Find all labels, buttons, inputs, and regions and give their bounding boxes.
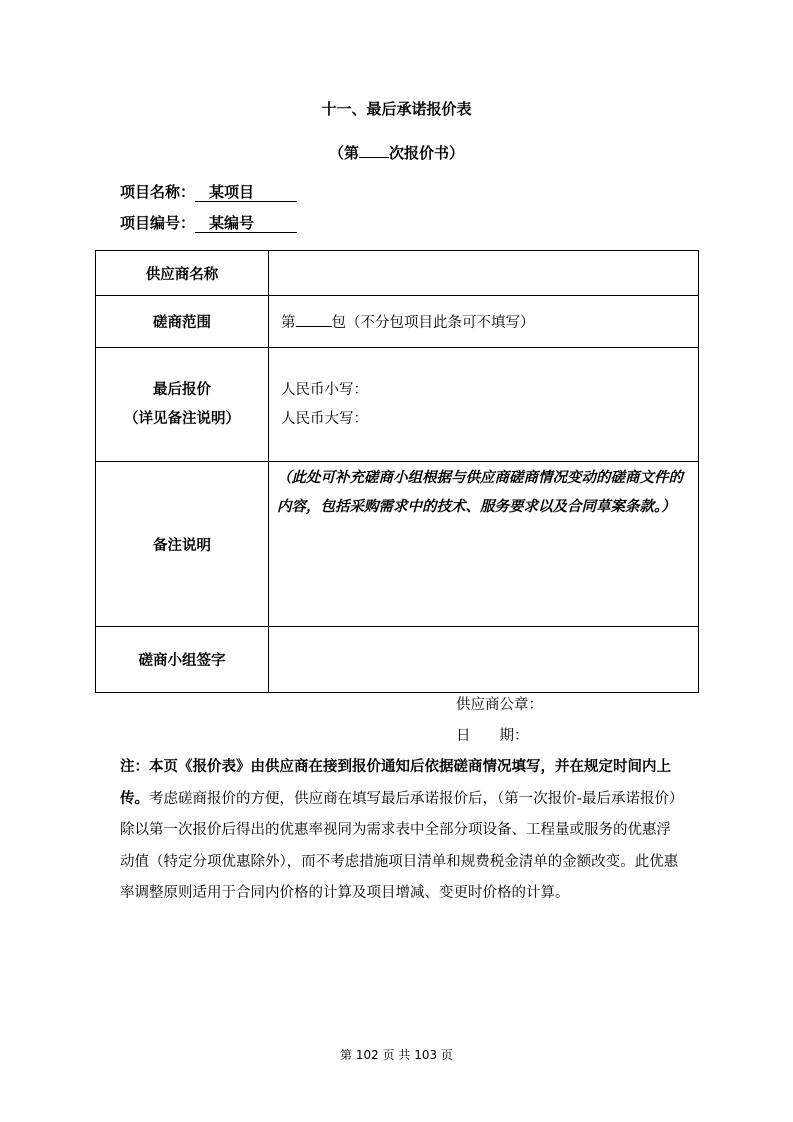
scope-label: 磋商范围 xyxy=(96,296,269,348)
scope-field xyxy=(269,296,699,348)
project-number-row xyxy=(120,212,297,233)
project-number-value: 某编号 xyxy=(195,215,297,233)
footnote xyxy=(120,752,680,910)
rmb-uppercase-label[interactable]: 人民币大写： xyxy=(281,410,368,427)
rmb-lowercase-label[interactable]: 人民币小写： xyxy=(281,381,368,398)
signature-field[interactable] xyxy=(269,627,699,693)
page-title: 十一、最后承诺报价表 xyxy=(321,100,472,118)
page-footer: 第 102 页 共 103 页 xyxy=(340,1048,453,1062)
scope-suffix: 包（不分包项目此条可不填写） xyxy=(331,315,535,332)
project-name-row xyxy=(120,181,297,202)
subtitle-prefix: （第 xyxy=(328,143,359,162)
date-label: 日 期： xyxy=(456,728,529,744)
final-price-row xyxy=(96,348,699,462)
project-name-value: 某项目 xyxy=(195,184,297,202)
final-price-field xyxy=(269,348,699,462)
scope-row xyxy=(96,296,699,348)
remark-text: （此处可补充磋商小组根据与供应商磋商情况变动的磋商文件的内容，包括采购需求中的技术、服务要求以及合同草案条款。） xyxy=(277,470,683,515)
final-price-label-note: （详见备注说明） xyxy=(124,410,240,427)
package-number-blank[interactable] xyxy=(296,311,332,327)
round-number-blank[interactable] xyxy=(359,141,389,158)
supplier-name-row xyxy=(96,251,699,296)
remark-row xyxy=(96,462,699,627)
subtitle-suffix: 次报价书） xyxy=(389,143,465,162)
signature-label: 磋商小组签字 xyxy=(96,627,269,693)
supplier-name-label: 供应商名称 xyxy=(96,251,269,296)
signature-row xyxy=(96,627,699,693)
project-name-label: 项目名称： xyxy=(120,183,196,201)
remark-field[interactable] xyxy=(269,462,699,627)
footnote-bold: 注：本页《报价表》由供应商在接到报价通知后依据磋商情况填写，并在规定时间内上传。 xyxy=(120,759,671,807)
footnote-body: 考虑磋商报价的方便，供应商在填写最后承诺报价后，（第一次报价-最后承诺报价）除以第一次报价后得出的优惠率视同为需求表中全部分项设备、工程量或服务的优惠浮动值（特定分项优惠除外），而不考虑措施项目清单和规费税金清单的金额改变。此优惠率调整原则适用于合同内价格的计算及项目增减、变更时价格的计算。 xyxy=(120,790,679,901)
supplier-name-field[interactable] xyxy=(269,251,699,296)
quote-table xyxy=(95,250,699,693)
final-price-label xyxy=(96,348,269,462)
quote-round-subtitle xyxy=(0,141,793,163)
remark-label: 备注说明 xyxy=(96,462,269,627)
supplier-seal-label: 供应商公章： xyxy=(456,697,543,713)
final-price-label-main: 最后报价 xyxy=(153,381,211,398)
scope-prefix: 第 xyxy=(281,315,296,332)
project-number-label: 项目编号： xyxy=(120,214,196,232)
